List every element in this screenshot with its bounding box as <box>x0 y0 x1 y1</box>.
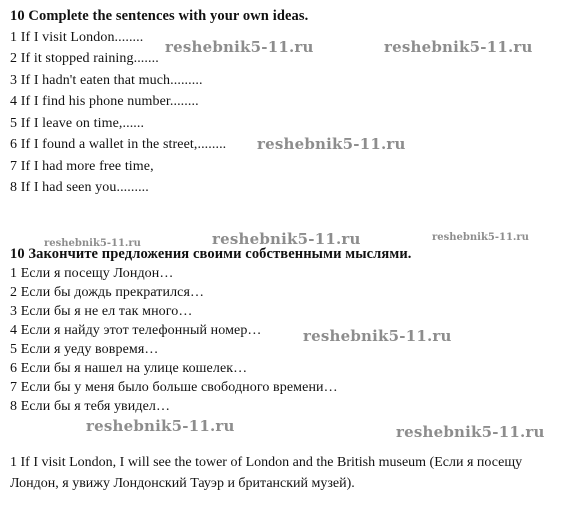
sentence-ru-1: 1 Если я посещу Лондон… <box>10 266 174 281</box>
watermark: reshebnik5-11.ru <box>257 135 406 153</box>
watermark: reshebnik5-11.ru <box>212 230 361 248</box>
sentence-ru-3: 3 Если бы я не ел так много… <box>10 304 193 319</box>
sentence-en-2: 2 If it stopped raining....... <box>10 51 159 66</box>
sentence-ru-2: 2 Если бы дождь прекратился… <box>10 285 205 300</box>
sentence-en-6: 6 If I found a wallet in the street,........ <box>10 137 227 152</box>
watermark: reshebnik5-11.ru <box>165 38 314 56</box>
sentence-ru-4: 4 Если я найду этот телефонный номер… <box>10 323 262 338</box>
watermark: reshebnik5-11.ru <box>303 327 452 345</box>
watermark: reshebnik5-11.ru <box>384 38 533 56</box>
sentence-en-8: 8 If I had seen you......... <box>10 180 149 195</box>
sentence-ru-6: 6 Если бы я нашел на улице кошелек… <box>10 361 248 376</box>
sentence-ru-8: 8 Если бы я тебя увидел… <box>10 399 171 414</box>
exercise-heading-ru: 10 Закончите предложения своими собственными мыслями. <box>10 246 412 262</box>
watermark: reshebnik5-11.ru <box>86 417 235 435</box>
sentence-en-4: 4 If I find his phone number........ <box>10 94 199 109</box>
exercise-heading-en: 10 Complete the sentences with your own ideas. <box>10 8 309 24</box>
sentence-en-3: 3 If I hadn't eaten that much......... <box>10 73 203 88</box>
answer-paragraph: 1 If I visit London, I will see the tower of London and the British museum (Если я посещу Лондон, я увижу Лондонский Тауэр и британский музей). <box>10 455 523 491</box>
watermark: reshebnik5-11.ru <box>44 238 141 249</box>
sentence-en-5: 5 If I leave on time,...... <box>10 116 145 131</box>
sentence-en-7: 7 If I had more free time, <box>10 159 154 174</box>
sentence-en-1: 1 If I visit London........ <box>10 30 144 45</box>
sentence-ru-5: 5 Если я уеду вовремя… <box>10 342 159 357</box>
watermark: reshebnik5-11.ru <box>432 232 529 243</box>
sentence-ru-7: 7 Если бы у меня было больше свободного времени… <box>10 380 338 395</box>
watermark: reshebnik5-11.ru <box>396 423 545 441</box>
